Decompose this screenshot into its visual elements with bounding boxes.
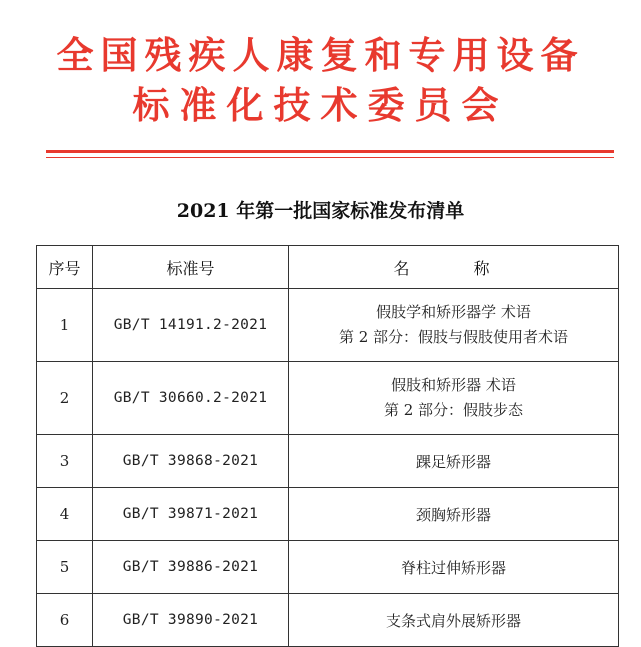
row-number: 2 — [37, 362, 93, 435]
row-number: 6 — [37, 594, 93, 647]
row-number: 5 — [37, 541, 93, 594]
standard-code: GB/T 39868-2021 — [93, 435, 289, 488]
table-row — [37, 435, 619, 488]
standard-name-line: 第 2 部分：假肢步态 — [383, 401, 524, 419]
standard-name — [289, 362, 619, 435]
standard-code: GB/T 39886-2021 — [93, 541, 289, 594]
standard-name — [289, 488, 619, 541]
standard-code: GB/T 39890-2021 — [93, 594, 289, 647]
standard-code: GB/T 39871-2021 — [93, 488, 289, 541]
standard-code: GB/T 14191.2-2021 — [93, 289, 289, 362]
column-header-number: 序号 — [37, 246, 93, 289]
committee-header — [0, 30, 641, 130]
document-title: 2021 年第一批国家标准发布清单 — [176, 200, 465, 222]
standards-table — [36, 245, 619, 647]
row-number: 1 — [37, 289, 93, 362]
standard-name-line: 假肢学和矫形器学 术语 — [376, 303, 531, 321]
standard-name — [289, 594, 619, 647]
standard-name-line: 支条式肩外展矫形器 — [385, 611, 521, 630]
row-number: 3 — [37, 435, 93, 488]
header-rule-thick — [46, 150, 614, 153]
table-row — [37, 541, 619, 594]
committee-name-line2: 标准化技术委员会 — [132, 83, 509, 127]
row-number: 4 — [37, 488, 93, 541]
column-header-name-text: 名 称 — [393, 258, 514, 278]
column-header-name — [289, 246, 619, 289]
table-row — [37, 289, 619, 362]
standard-name-line: 假肢和矫形器 术语 — [391, 376, 516, 394]
standard-name-line: 脊柱过伸矫形器 — [400, 558, 506, 577]
standard-code: GB/T 30660.2-2021 — [93, 362, 289, 435]
table-row — [37, 488, 619, 541]
header-rule-thin — [46, 157, 614, 158]
table-header-row — [37, 246, 619, 289]
standard-name-line: 颈胸矫形器 — [415, 505, 491, 524]
standard-name — [289, 289, 619, 362]
table-row — [37, 594, 619, 647]
standard-name — [289, 541, 619, 594]
table-row — [37, 362, 619, 435]
committee-name-line1: 全国残疾人康复和专用设备 — [56, 33, 585, 77]
column-header-code: 标准号 — [93, 246, 289, 289]
standard-name — [289, 435, 619, 488]
standard-name-line: 踝足矫形器 — [415, 452, 491, 471]
standard-name-line: 第 2 部分：假肢与假肢使用者术语 — [338, 328, 569, 346]
